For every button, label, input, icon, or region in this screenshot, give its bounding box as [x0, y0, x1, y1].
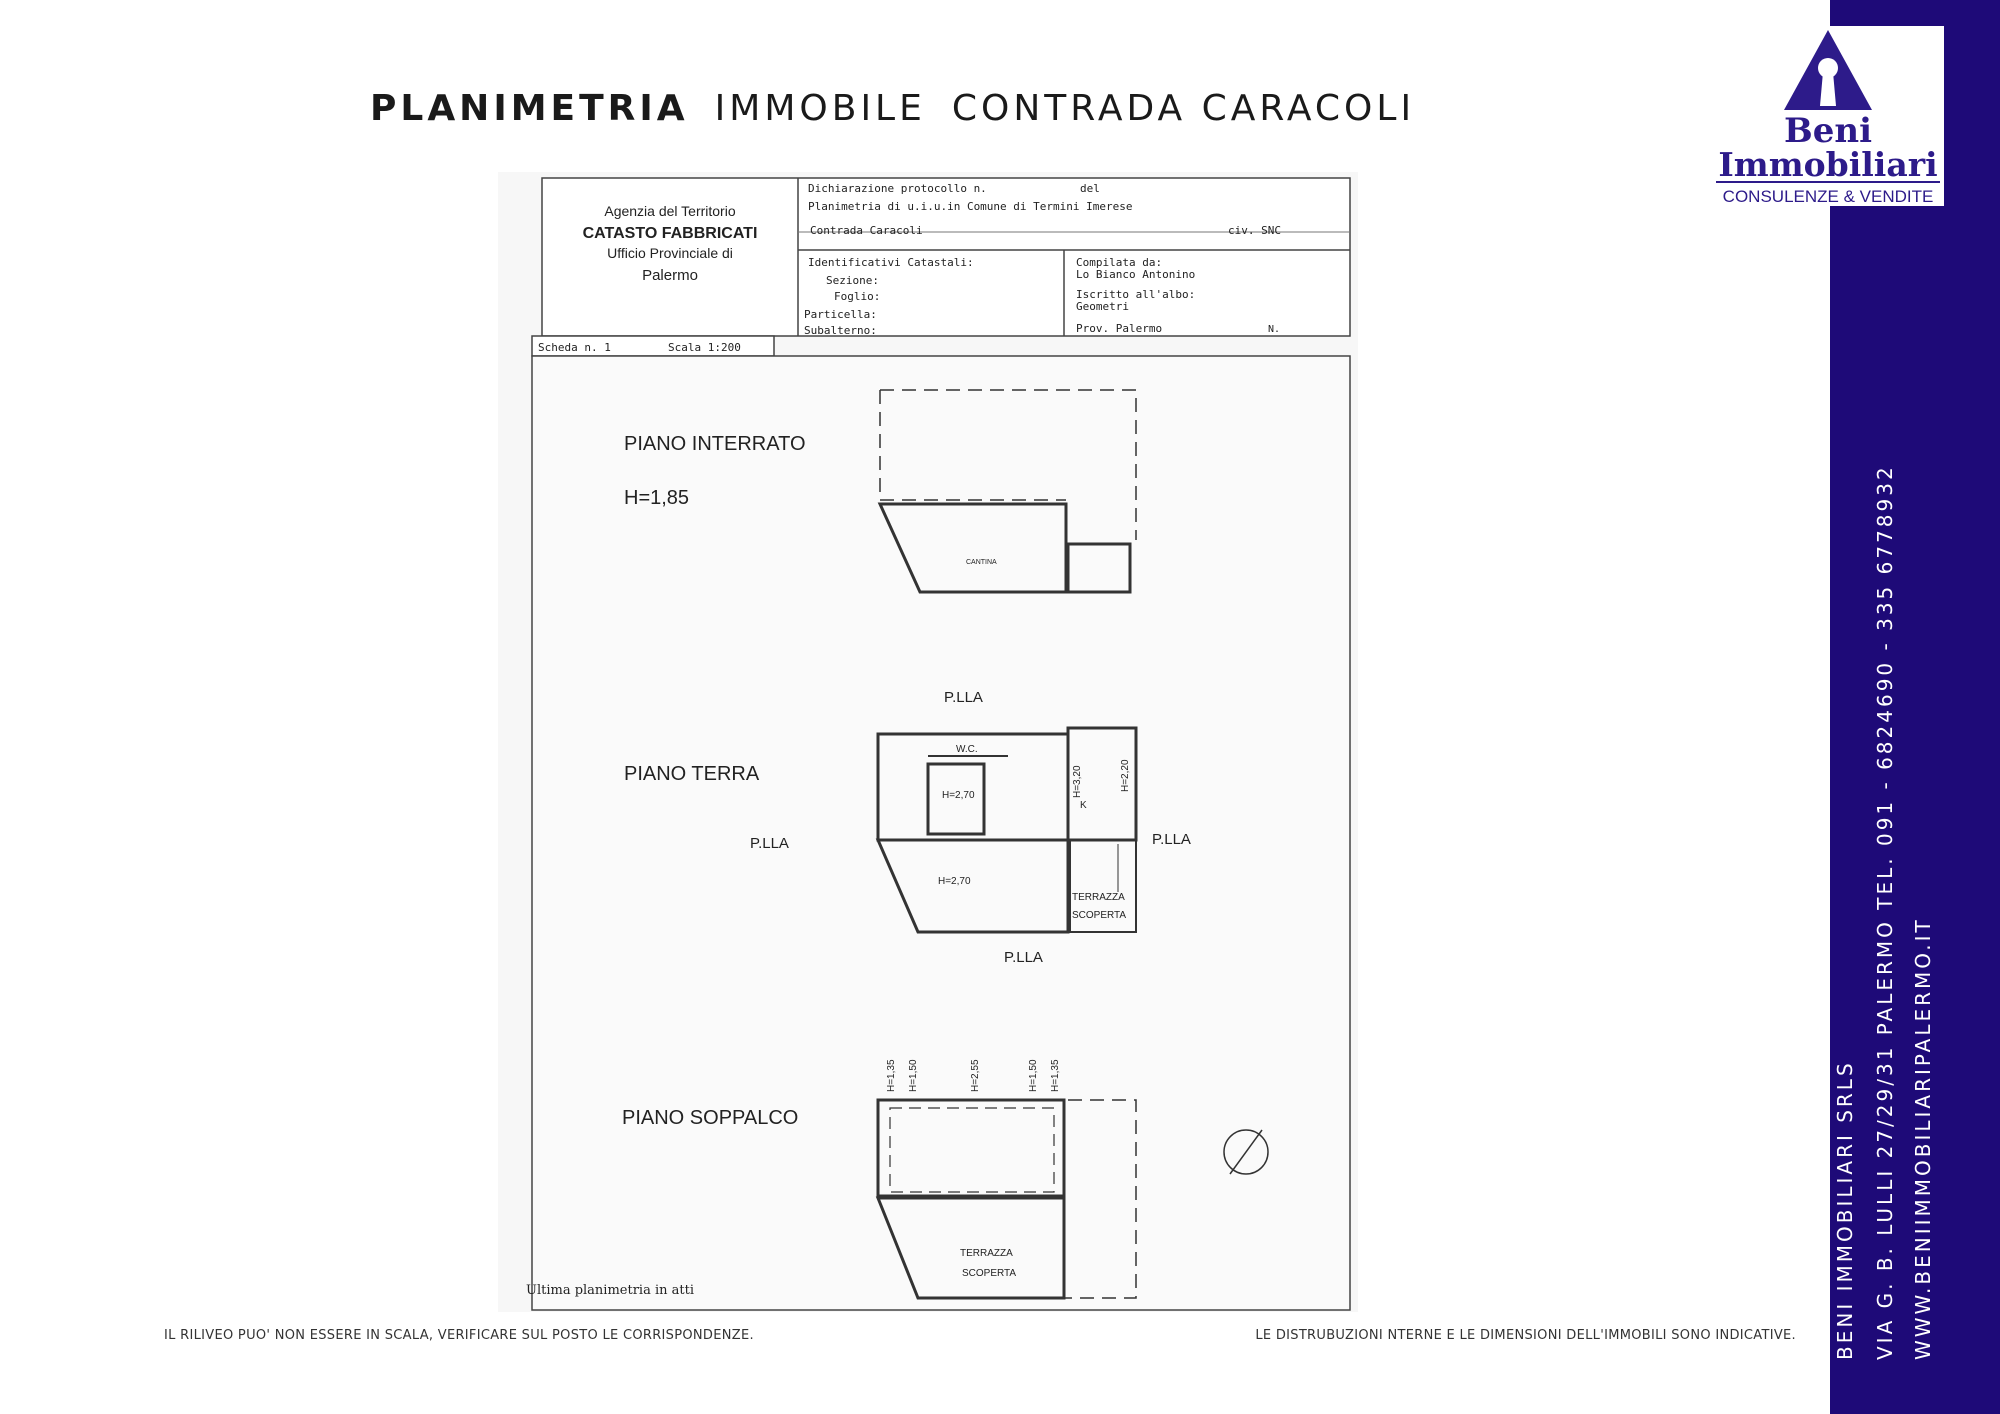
protocol-label: Dichiarazione protocollo n. — [808, 182, 987, 195]
foglio-label: Foglio: — [834, 290, 881, 303]
label-h-255: H=2,55 — [970, 1059, 981, 1092]
house-keyhole-icon — [1784, 30, 1872, 110]
label-h-135a: H=1,35 — [886, 1059, 897, 1092]
planimetry-label: Planimetria di u.i.u.in Comune di Termini Imerese — [808, 200, 1133, 213]
label-wc: W.C. — [956, 744, 978, 755]
numero-label: N. — [1268, 324, 1281, 335]
logo-tagline: CONSULENZE & VENDITE — [1722, 187, 1934, 206]
ultima-planimetria-label: Ultima planimetria in atti — [526, 1283, 694, 1298]
label-terrazza-1: TERRAZZA — [1072, 892, 1125, 903]
footnote-left: IL RILIVEO PUO' NON ESSERE IN SCALA, VERIFICARE SUL POSTO LE CORRISPONDENZE. — [164, 1328, 754, 1343]
contact-address: VIA G. B. LULLI 27/29/31 PALERMO TEL. 091 - 6824690 - 335 6778932 — [1873, 464, 1897, 1360]
prov-label: Prov. Palermo — [1076, 322, 1163, 335]
label-plla-bottom: P.LLA — [1004, 949, 1043, 966]
label-h-135b: H=1,35 — [1050, 1059, 1061, 1092]
label-plla-left: P.LLA — [750, 835, 789, 852]
label-piano-soppalco: PIANO SOPPALCO — [622, 1107, 799, 1129]
logo-line1: Beni — [1783, 111, 1873, 151]
identificativi-label: Identificativi Catastali: — [808, 256, 974, 269]
logo-line2: Immobiliari — [1718, 145, 1938, 184]
contact-company: BENI IMMOBILIARI SRLS — [1833, 1060, 1857, 1360]
label-h-wc: H=2,70 — [942, 790, 975, 801]
protocol-del: del — [1080, 182, 1100, 195]
label-h-220: H=2,20 — [1120, 759, 1131, 792]
label-piano-terra: PIANO TERRA — [624, 763, 760, 785]
albo-value: Geometri — [1076, 300, 1129, 313]
particella-label: Particella: — [804, 308, 877, 321]
label-scoperta-1: SCOPERTA — [1072, 910, 1127, 921]
label-h-main: H=2,70 — [938, 876, 971, 887]
footnote-right: LE DISTRUBUZIONI NTERNE E LE DIMENSIONI DELL'IMMOBILI SONO INDICATIVE. — [1255, 1328, 1796, 1343]
civ-label: civ. SNC — [1228, 224, 1281, 237]
title-part2: IMMOBILE — [714, 88, 926, 129]
label-plla-right: P.LLA — [1152, 831, 1191, 848]
label-h-interrato: H=1,85 — [624, 487, 690, 509]
floor-plan-sheet — [498, 172, 1358, 1312]
iscritto-label: Iscritto all'albo: — [1076, 288, 1196, 301]
agency-line3: Ufficio Provinciale di — [607, 245, 733, 261]
label-terrazza-2: TERRAZZA — [960, 1248, 1013, 1259]
agency-line4: Palermo — [642, 267, 698, 284]
page-title — [370, 88, 1441, 129]
compiler-name: Lo Bianco Antonino — [1076, 268, 1196, 281]
sezione-label: Sezione: — [826, 274, 879, 287]
subalterno-label: Subalterno: — [804, 324, 877, 337]
label-h-150a: H=1,50 — [908, 1059, 919, 1092]
label-k: K — [1080, 800, 1087, 811]
compilata-label: Compilata da: — [1076, 256, 1163, 269]
contact-website[interactable]: WWW.BENIIMMOBILIARIPALERMO.IT — [1911, 917, 1935, 1360]
label-h-150b: H=1,50 — [1028, 1059, 1039, 1092]
label-h-320: H=3,20 — [1072, 765, 1083, 798]
agency-line2: CATASTO FABBRICATI — [582, 225, 758, 242]
label-cantina: CANTINA — [966, 559, 997, 566]
scheda-label: Scheda n. 1 — [538, 341, 611, 354]
title-part3: CONTRADA CARACOLI — [951, 88, 1416, 129]
scala-label: Scala 1:200 — [668, 341, 741, 354]
agency-line1: Agenzia del Territorio — [604, 203, 736, 219]
logo — [1712, 26, 1944, 206]
title-part1: PLANIMETRIA — [370, 88, 689, 129]
label-plla-top: P.LLA — [944, 689, 983, 706]
label-scoperta-2: SCOPERTA — [962, 1268, 1017, 1279]
label-piano-interrato: PIANO INTERRATO — [624, 433, 806, 455]
location-label: Contrada Caracoli — [810, 224, 923, 237]
